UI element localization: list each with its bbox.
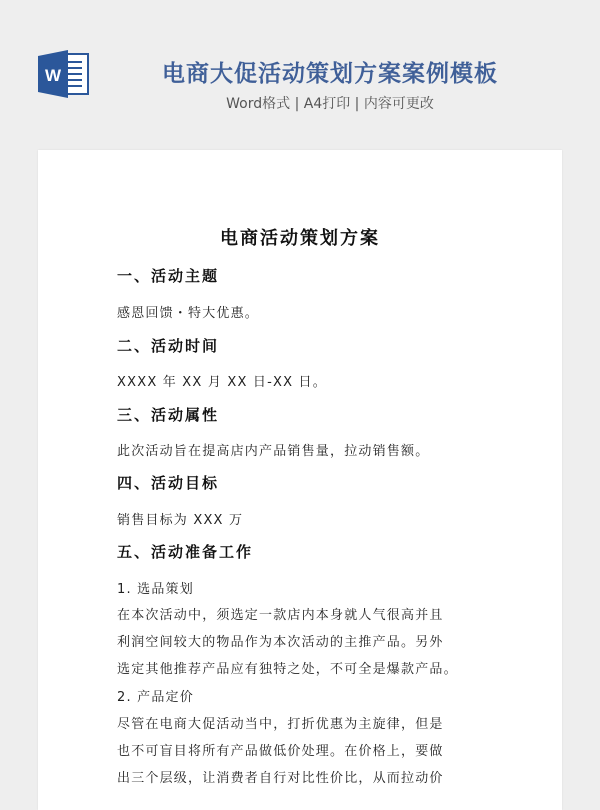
document-title: 电商活动策划方案 — [220, 228, 380, 249]
subsection-title-product-selection: 1. 选品策划 — [117, 582, 194, 597]
section-body-theme: 感恩回馈・特大优惠。 — [117, 306, 260, 321]
template-title: 电商大促活动策划方案案例模板 — [162, 61, 498, 87]
paragraph-line: 在本次活动中，须选定一款店内本身就人气很高并且 — [117, 608, 444, 623]
section-heading-goal: 四、活动目标 — [117, 474, 220, 492]
section-heading-preparation: 五、活动准备工作 — [117, 543, 254, 561]
paragraph-line: 尽管在电商大促活动当中，打折优惠为主旋律，但是 — [117, 717, 444, 732]
section-heading-theme: 一、活动主题 — [117, 267, 220, 285]
paragraph-line: 出三个层级，让消费者自行对比性价比，从而拉动价 — [117, 771, 444, 786]
paragraph-line: 选定其他推荐产品应有独特之处，不可全是爆款产品。 — [117, 662, 458, 677]
section-heading-time: 二、活动时间 — [117, 337, 220, 355]
template-header — [0, 0, 600, 150]
template-subtitle: Word格式 | A4打印 | 内容可更改 — [226, 96, 434, 112]
section-heading-attributes: 三、活动属性 — [117, 406, 220, 424]
section-body-time: XXXX 年 XX 月 XX 日-XX 日。 — [117, 375, 327, 390]
section-body-attributes: 此次活动旨在提高店内产品销售量，拉动销售额。 — [117, 444, 430, 459]
paragraph-line: 利润空间较大的物品作为本次活动的主推产品。另外 — [117, 635, 444, 650]
paragraph-line: 也不可盲目将所有产品做低价处理。在价格上，要做 — [117, 744, 444, 759]
section-body-goal: 销售目标为 XXX 万 — [117, 513, 244, 528]
subsection-title-pricing: 2. 产品定价 — [117, 690, 194, 705]
svg-text:W: W — [44, 66, 62, 85]
